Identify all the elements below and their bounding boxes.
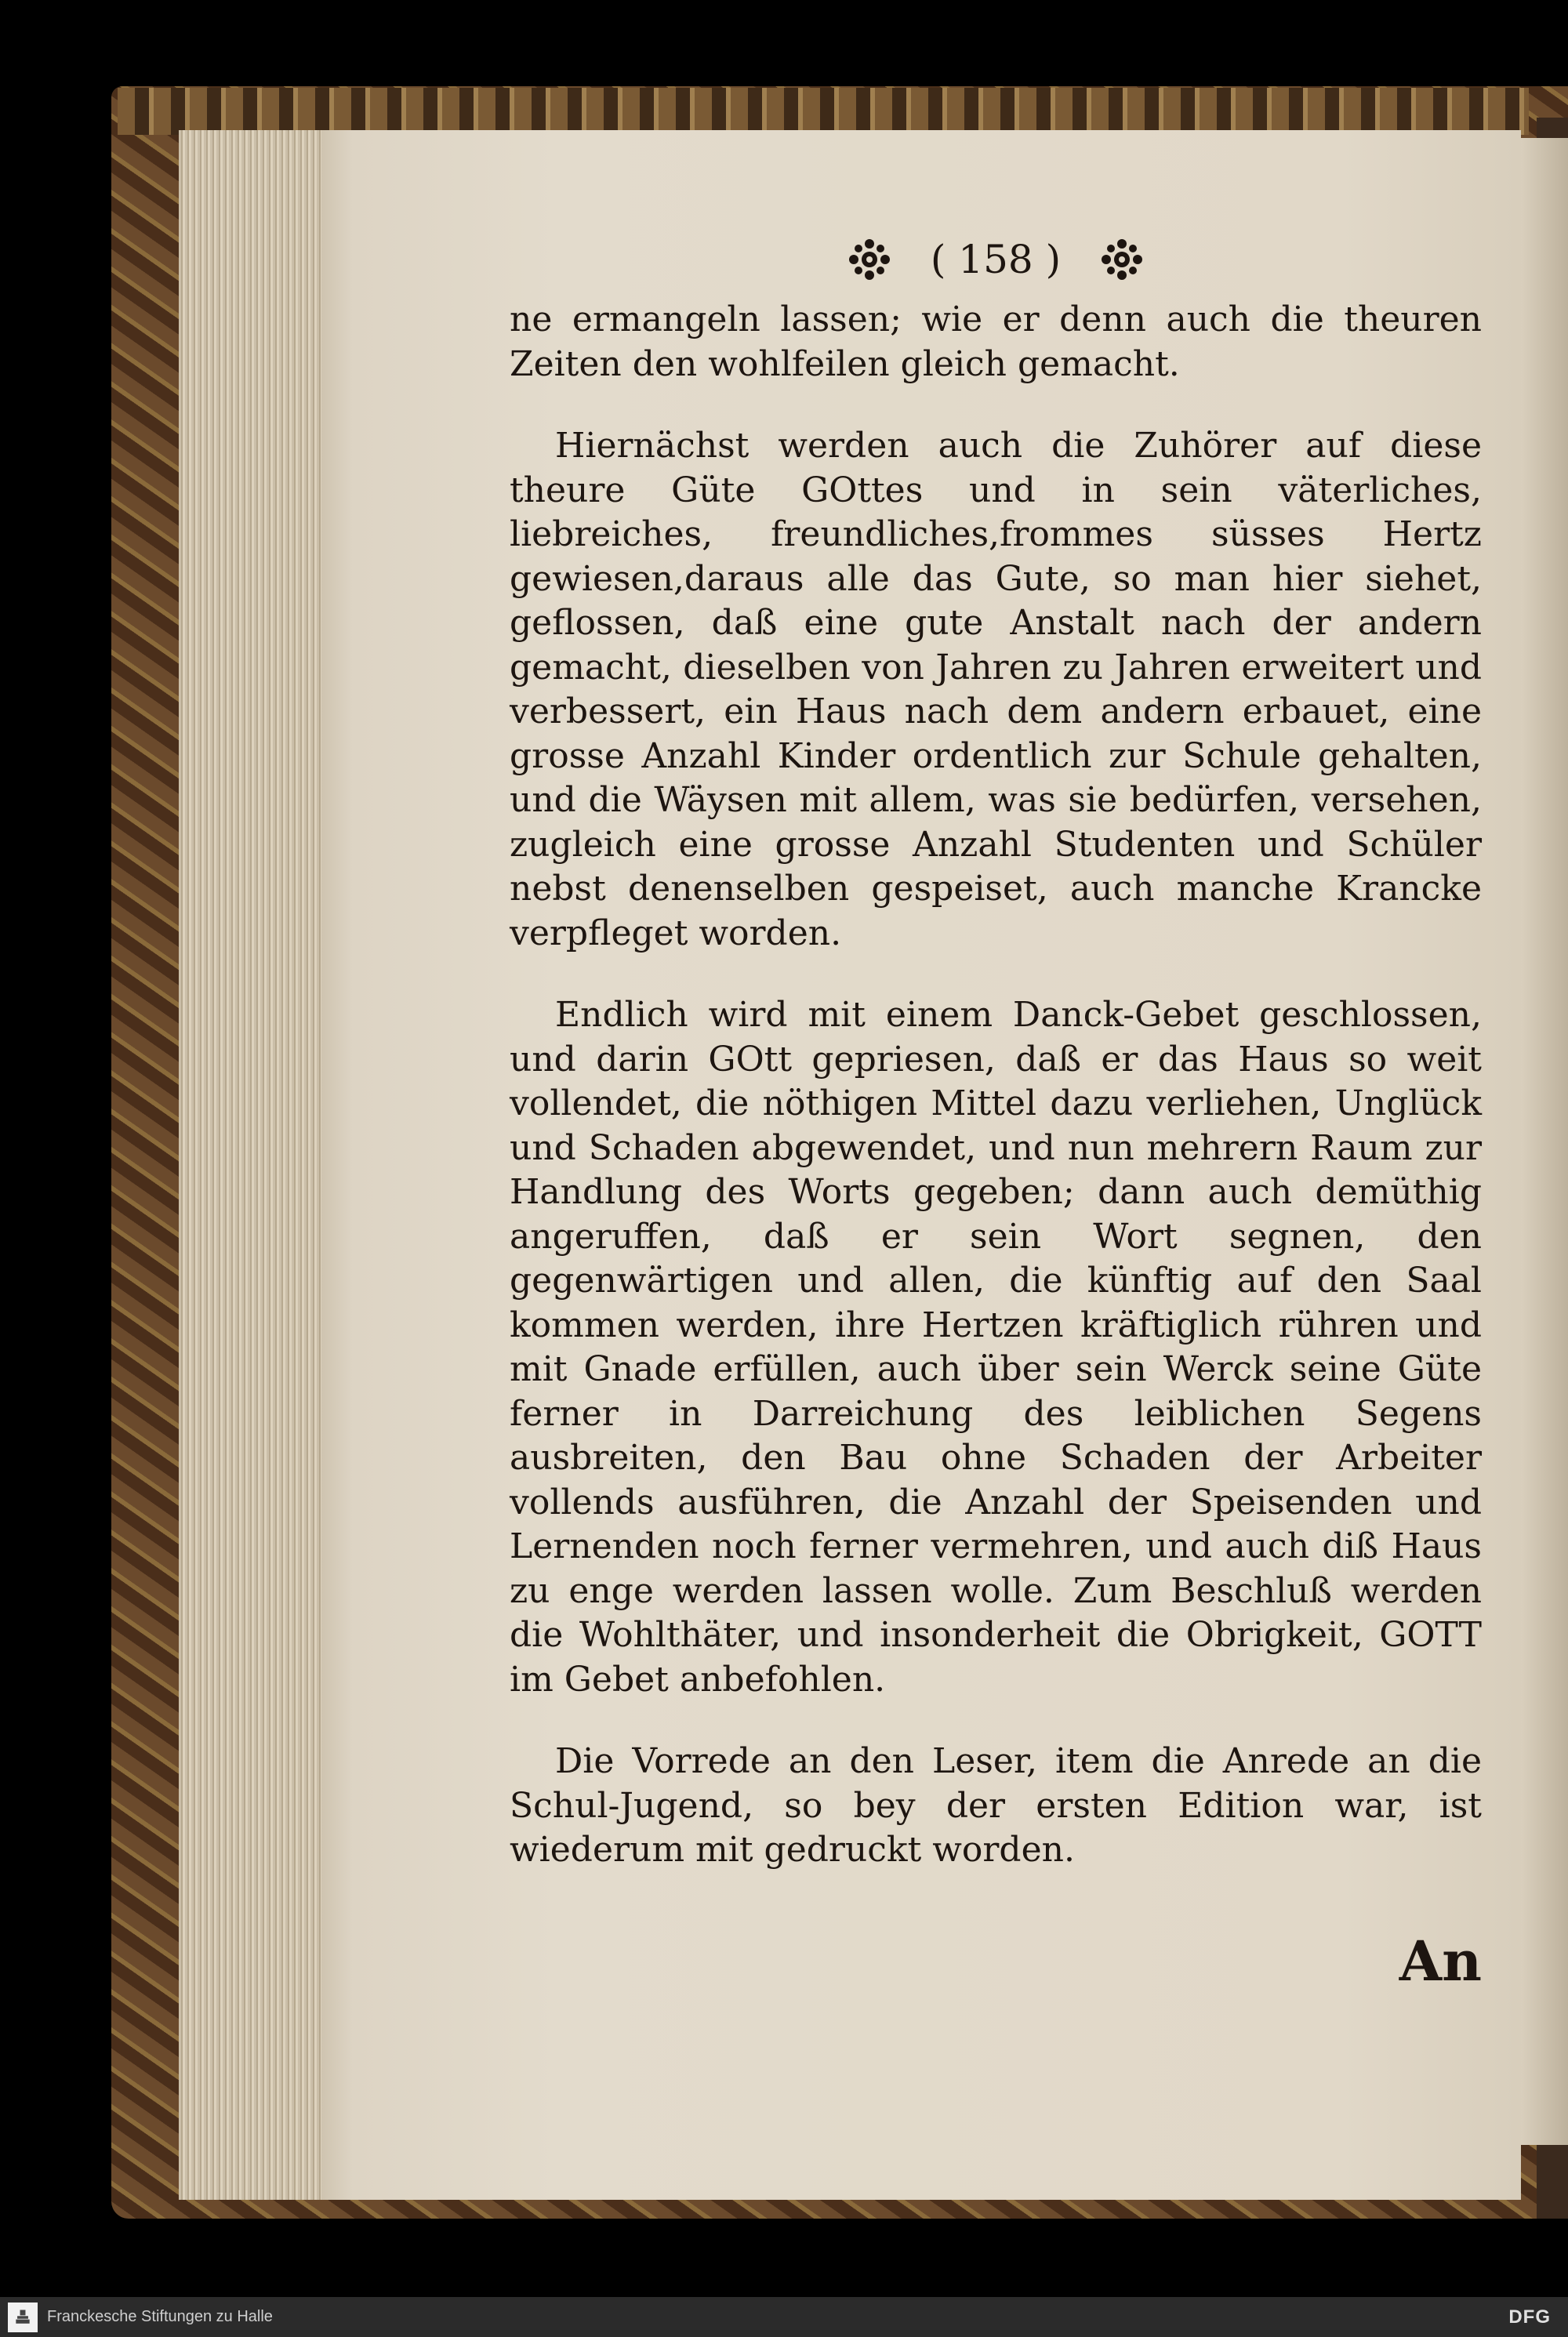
paragraph-hiernaechst: Hiernächst werden auch die Zuhörer auf diese theure Güte GOttes und in sein väterliches, liebreiches, freundliches,frommes süsses Hertz gewiesen,daraus alle das Gute, so man hier siehet, geflossen, daß eine gute Anstalt nach der andern gemacht, dieselben von Jahren zu Jahren erweitert und verbessert, ein Haus nach dem andern erbauet, eine grosse Anzahl Kinder ordentlich zur Schule gehalten, und die Wäysen mit allem, was sie bedürfen, versehen, zugleich eine grosse Anzahl Studenten und Schüler nebst denenselben gespeiset, auch manche Krancke verpfleget worden. xyxy=(510,426,1482,953)
text-block xyxy=(510,232,1482,1873)
paragraph-continuation: ne ermangeln lassen; wie er denn auch die theuren Zeiten den wohlfeilen gleich gemacht. xyxy=(510,299,1482,384)
institution-name: Franckesche Stiftungen zu Halle xyxy=(47,2308,273,2325)
page-stack-edge xyxy=(179,130,329,2200)
paragraph-endlich: Endlich wird mit einem Danck-Gebet geschlossen, und darin GOtt gepriesen, daß er das Haus so weit vollendet, die nöthigen Mittel dazu verliehen, Unglück und Schaden abgewendet, und nun mehrern Raum zur Handlung des Worts gegeben; dann auch demüthig angeruffen, daß er sein Wort segnen, den gegenwärtigen und allen, die künftig auf den Saal kommen werden, ihre Hertzen kräftiglich rühren und mit Gnade erfüllen, auch über sein Werck seine Güte ferner in Darreichung des leiblichen Segens ausbreiten, den Bau ohne Schaden der Arbeiter vollends ausführen, die Anzahl der Speisenden und Lernenden noch ferner vermehren, und auch diß Haus zu enge werden lassen wolle. Zum Beschluß werden die Wohlthäter, und insonderheit die Obrigkeit, GOTT im Gebet anbefohlen. xyxy=(510,995,1482,1700)
book-cover-top-edge xyxy=(118,88,1529,135)
facing-page-edge xyxy=(1521,138,1568,2145)
catchword: An xyxy=(1399,1929,1482,1994)
dfg-logo[interactable]: DFG xyxy=(1508,2306,1551,2328)
institution-logo-icon xyxy=(8,2303,38,2332)
footer-institution[interactable] xyxy=(0,2303,273,2332)
viewer-footer xyxy=(0,2297,1568,2337)
paragraph-vorrede: Die Vorrede an den Leser, item die Anrede an die Schul-Jugend, so bey der ersten Edition war, ist wiederum mit gedruckt worden. xyxy=(510,1741,1482,1870)
page-number: ( 158 ) xyxy=(930,237,1062,282)
